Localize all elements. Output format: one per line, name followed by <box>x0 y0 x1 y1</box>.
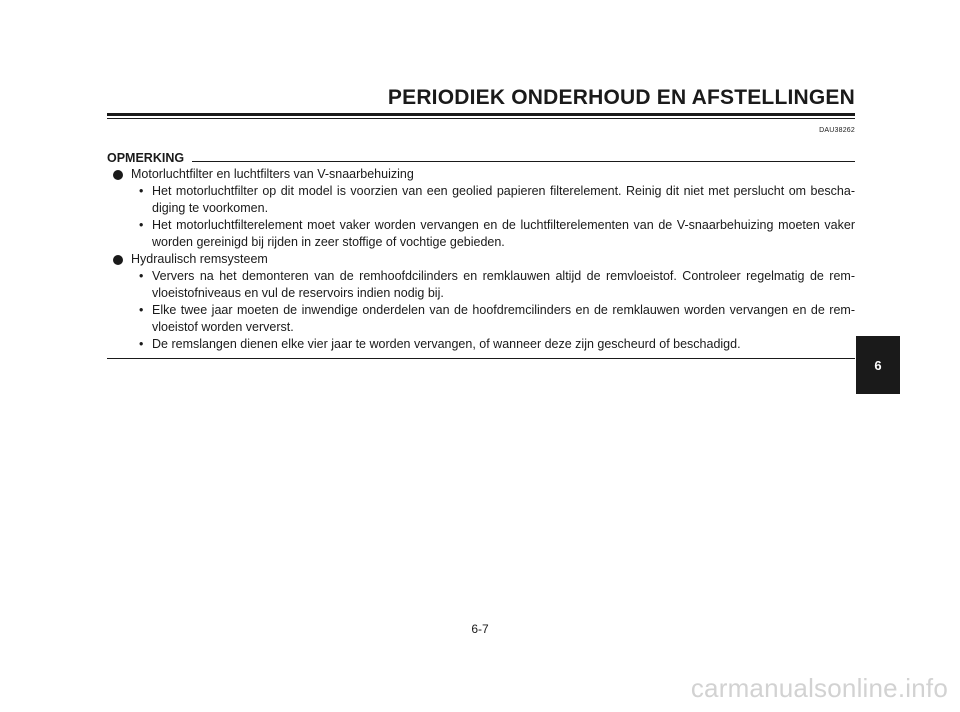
note-section-air-filter <box>107 166 855 251</box>
note-header <box>107 150 855 166</box>
note-section-brake-system <box>107 251 855 353</box>
section-heading <box>107 166 855 183</box>
circle-bullet-icon <box>113 255 123 265</box>
circle-bullet-icon <box>113 170 123 180</box>
chapter-tab: 6 <box>856 336 900 394</box>
page-title: PERIODIEK ONDERHOUD EN AFSTELLINGEN <box>387 86 855 109</box>
section-heading-text: Hydraulisch remsysteem <box>131 252 268 266</box>
list-item-text: Het motorluchtfilter op dit model is voorzien van een geolied papieren filterelement. Reinig dit niet met perslucht om bescha-diging te voorkomen. <box>152 184 855 215</box>
list-item-text: Elke twee jaar moeten de inwendige onderdelen van de hoofdremcilinders en de remklauwen worden vervangen en de rem-vloeistof worden ververst. <box>152 303 855 334</box>
list-item <box>107 217 855 251</box>
list-item-text: Ververs na het demonteren van de remhoofdcilinders en remklauwen altijd de remvloeistof. Controleer regelmatig de rem-vloeistofniveaus en vul de reservoirs indien nodig bij. <box>152 269 855 300</box>
list-item-text: De remslangen dienen elke vier jaar te worden vervangen, of wanneer deze zijn gescheurd of beschadigd. <box>152 337 741 351</box>
document-code: DAU38262 <box>819 127 855 134</box>
watermark: carmanualsonline.info <box>690 673 948 703</box>
title-rule <box>107 113 855 116</box>
bullet-icon: • <box>139 303 144 317</box>
note-bottom-rule <box>107 358 855 359</box>
title-rule-thin <box>107 118 855 119</box>
note-label: OPMERKING <box>107 151 185 165</box>
list-item <box>107 336 855 353</box>
page-number: 6-7 <box>471 622 489 636</box>
section-heading-text: Motorluchtfilter en luchtfilters van V-snaarbehuizing <box>131 167 414 181</box>
bullet-icon: • <box>139 184 144 198</box>
note-box <box>107 150 855 359</box>
section-heading <box>107 251 855 268</box>
bullet-icon: • <box>139 337 144 351</box>
list-item <box>107 268 855 302</box>
list-item <box>107 302 855 336</box>
bullet-icon: • <box>139 218 144 232</box>
bullet-icon: • <box>139 269 144 283</box>
list-item-text: Het motorluchtfilterelement moet vaker worden vervangen en de luchtfilterelementen van de V-snaarbehuizing moeten vaker worden gereinigd bij rijden in zeer stoffige of vochtige gebieden. <box>152 218 855 249</box>
note-header-rule <box>192 161 855 162</box>
list-item <box>107 183 855 217</box>
